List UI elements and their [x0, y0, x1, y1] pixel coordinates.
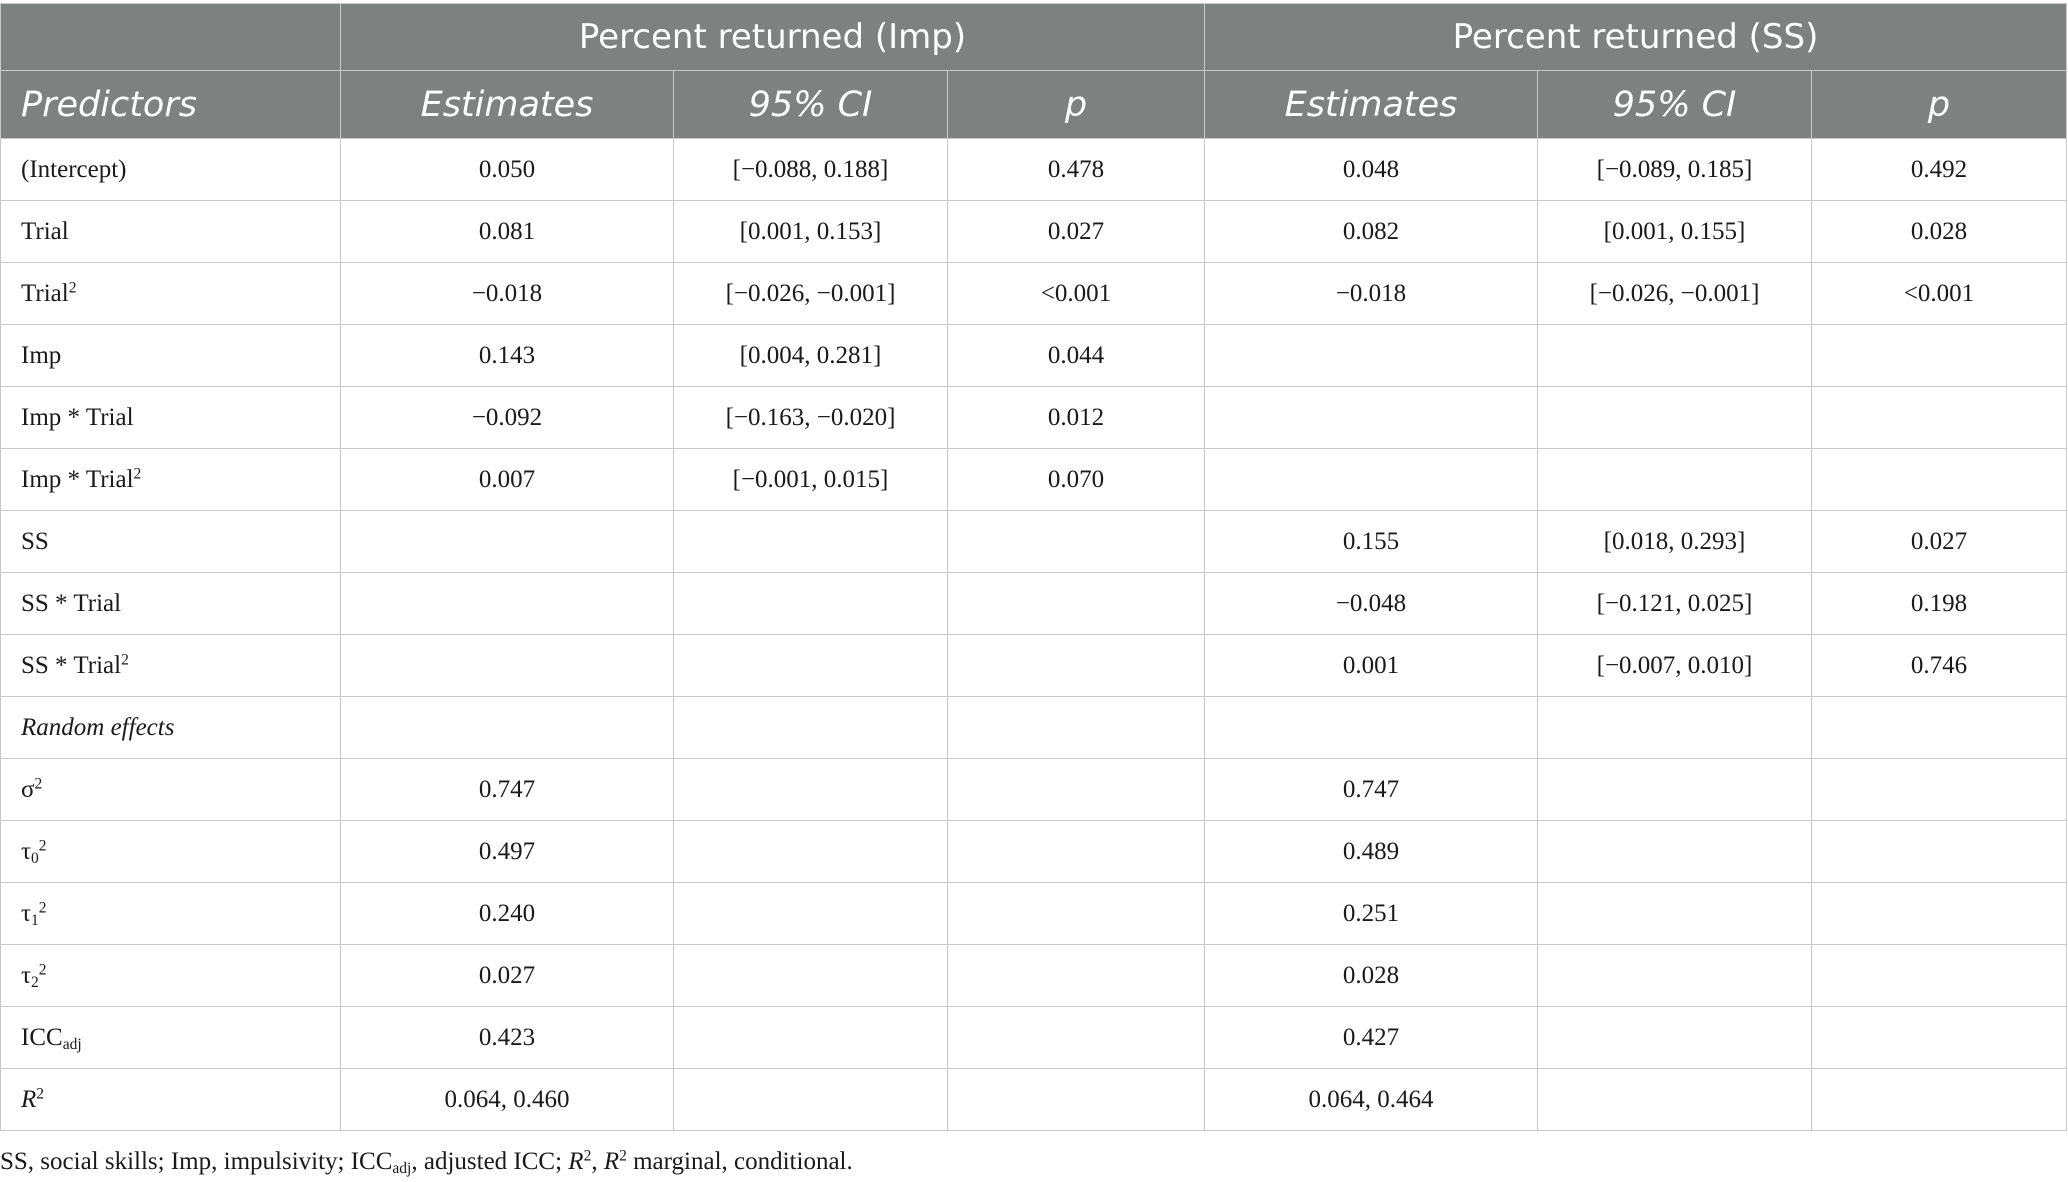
- ss-p: [1812, 1069, 2067, 1131]
- row-label: SS * Trial: [1, 573, 341, 635]
- header-blank-cell: [1, 4, 341, 71]
- row-label-text: R: [21, 1085, 37, 1113]
- ss-ci: [1538, 1069, 1812, 1131]
- row-label-text: τ: [21, 837, 32, 865]
- ss-ci: [0.001, 0.155]: [1538, 201, 1812, 263]
- ss-estimate: 0.028: [1205, 945, 1538, 1007]
- row-label: [1, 1069, 341, 1131]
- imp-estimate: 0.143: [341, 325, 674, 387]
- imp-ci: [674, 573, 948, 635]
- imp-ci: [−0.001, 0.015]: [674, 449, 948, 511]
- ss-ci: [1538, 387, 1812, 449]
- imp-estimate: 0.064, 0.460: [341, 1069, 674, 1131]
- ss-ci: [1538, 325, 1812, 387]
- footnote-r: R: [568, 1148, 584, 1175]
- group-header-row: [1, 4, 2067, 71]
- imp-estimate: 0.007: [341, 449, 674, 511]
- row-label: (Intercept): [1, 139, 341, 201]
- col-header-ss-ci: 95% CI: [1538, 71, 1812, 139]
- ss-estimate: 0.747: [1205, 759, 1538, 821]
- row-label-text: Trial: [21, 279, 69, 307]
- col-header-imp-estimates: Estimates: [341, 71, 674, 139]
- imp-ci: [674, 1007, 948, 1069]
- imp-estimate: 0.747: [341, 759, 674, 821]
- ss-estimate: 0.427: [1205, 1007, 1538, 1069]
- ss-p: [1812, 449, 2067, 511]
- imp-estimate: 0.423: [341, 1007, 674, 1069]
- imp-ci: [−0.088, 0.188]: [674, 139, 948, 201]
- imp-ci: [674, 945, 948, 1007]
- table-row-tau2-squared: [1, 945, 2067, 1007]
- ss-estimate: [1205, 325, 1538, 387]
- row-label-text: τ: [21, 961, 32, 989]
- ss-p: [1812, 1007, 2067, 1069]
- imp-ci: [674, 511, 948, 573]
- superscript: 2: [38, 960, 47, 978]
- ss-ci: [1538, 945, 1812, 1007]
- ss-estimate: −0.048: [1205, 573, 1538, 635]
- footnote-text-3: ,: [591, 1148, 604, 1175]
- ss-p: 0.198: [1812, 573, 2067, 635]
- imp-ci: [674, 821, 948, 883]
- imp-p: <0.001: [948, 263, 1205, 325]
- imp-estimate: −0.092: [341, 387, 674, 449]
- table-row-imp-trial: [1, 387, 2067, 449]
- column-header-row: [1, 71, 2067, 139]
- table-row-ss: [1, 511, 2067, 573]
- ss-p: [1812, 883, 2067, 945]
- table-row-ss-trial: [1, 573, 2067, 635]
- row-label: [1, 759, 341, 821]
- col-header-imp-ci: 95% CI: [674, 71, 948, 139]
- imp-p: 0.070: [948, 449, 1205, 511]
- imp-estimate: 0.050: [341, 139, 674, 201]
- row-label: Imp: [1, 325, 341, 387]
- ss-estimate: −0.018: [1205, 263, 1538, 325]
- ss-estimate: [1205, 449, 1538, 511]
- subscript: 1: [31, 911, 39, 929]
- imp-p: 0.044: [948, 325, 1205, 387]
- imp-estimate: 0.081: [341, 201, 674, 263]
- ss-p: 0.028: [1812, 201, 2067, 263]
- col-header-ss-estimates: Estimates: [1205, 71, 1538, 139]
- group-header-ss: Percent returned (SS): [1205, 4, 2067, 71]
- imp-p: 0.027: [948, 201, 1205, 263]
- footnote-text-1: SS, social skills; Imp, impulsivity; ICC: [0, 1148, 393, 1175]
- imp-p: [948, 883, 1205, 945]
- ss-estimate: 0.001: [1205, 635, 1538, 697]
- imp-p: [948, 759, 1205, 821]
- table-row-icc-adj: [1, 1007, 2067, 1069]
- ss-ci: [−0.121, 0.025]: [1538, 573, 1812, 635]
- col-header-ss-p: p: [1812, 71, 2067, 139]
- ss-ci: [1538, 449, 1812, 511]
- section-label-random-effects: Random effects: [1, 697, 341, 759]
- imp-estimate: 0.027: [341, 945, 674, 1007]
- empty-cell: [674, 697, 948, 759]
- ss-ci: [0.018, 0.293]: [1538, 511, 1812, 573]
- ss-p: [1812, 387, 2067, 449]
- ss-p: 0.746: [1812, 635, 2067, 697]
- ss-estimate: 0.251: [1205, 883, 1538, 945]
- row-label: Trial: [1, 201, 341, 263]
- empty-cell: [1205, 697, 1538, 759]
- table-row-random-effects: [1, 697, 2067, 759]
- imp-p: [948, 635, 1205, 697]
- imp-estimate: [341, 573, 674, 635]
- ss-ci: [1538, 821, 1812, 883]
- row-label-text: Imp * Trial: [21, 465, 134, 493]
- footnote-text-2: , adjusted ICC;: [411, 1148, 569, 1175]
- empty-cell: [341, 697, 674, 759]
- footnote-superscript-2: 2: [619, 1147, 627, 1165]
- superscript: 2: [38, 836, 47, 854]
- ss-ci: [1538, 759, 1812, 821]
- ss-estimate: 0.489: [1205, 821, 1538, 883]
- regression-results-table: [0, 3, 2067, 1131]
- row-label: [1, 635, 341, 697]
- superscript: 2: [133, 464, 142, 482]
- table-row-imp-trial-squared: [1, 449, 2067, 511]
- ss-ci: [1538, 1007, 1812, 1069]
- empty-cell: [1812, 697, 2067, 759]
- imp-p: [948, 511, 1205, 573]
- ss-p: [1812, 325, 2067, 387]
- empty-cell: [1538, 697, 1812, 759]
- empty-cell: [948, 697, 1205, 759]
- imp-ci: [674, 759, 948, 821]
- imp-ci: [0.004, 0.281]: [674, 325, 948, 387]
- ss-ci: [−0.089, 0.185]: [1538, 139, 1812, 201]
- superscript: 2: [121, 650, 129, 668]
- superscript: 2: [68, 278, 77, 296]
- table-row-trial: [1, 201, 2067, 263]
- imp-estimate: [341, 635, 674, 697]
- superscript: 2: [36, 1084, 45, 1102]
- ss-ci: [−0.026, −0.001]: [1538, 263, 1812, 325]
- imp-p: [948, 573, 1205, 635]
- footnote-subscript: adj: [392, 1159, 412, 1177]
- table-row-intercept: [1, 139, 2067, 201]
- row-label: [1, 821, 341, 883]
- ss-estimate: [1205, 387, 1538, 449]
- table-row-tau0-squared: [1, 821, 2067, 883]
- row-label: [1, 449, 341, 511]
- row-label: [1, 263, 341, 325]
- table-footnote: [0, 1148, 853, 1176]
- row-label: [1, 1007, 341, 1069]
- ss-p: 0.492: [1812, 139, 2067, 201]
- table-row-ss-trial-squared: [1, 635, 2067, 697]
- superscript: 2: [34, 774, 43, 792]
- footnote-superscript: 2: [583, 1147, 592, 1165]
- imp-ci: [0.001, 0.153]: [674, 201, 948, 263]
- subscript: adj: [62, 1035, 82, 1053]
- row-label-text: τ: [21, 899, 32, 927]
- superscript: 2: [38, 898, 47, 916]
- ss-p: 0.027: [1812, 511, 2067, 573]
- row-label: SS: [1, 511, 341, 573]
- row-label: Imp * Trial: [1, 387, 341, 449]
- row-label-text: SS * Trial: [21, 651, 122, 679]
- subscript: 0: [31, 849, 39, 867]
- footnote-text-4: marginal, conditional.: [626, 1148, 853, 1175]
- imp-ci: [674, 635, 948, 697]
- imp-ci: [674, 883, 948, 945]
- ss-estimate: 0.048: [1205, 139, 1538, 201]
- table-row-r-squared: [1, 1069, 2067, 1131]
- ss-estimate: 0.155: [1205, 511, 1538, 573]
- ss-ci: [−0.007, 0.010]: [1538, 635, 1812, 697]
- imp-p: [948, 945, 1205, 1007]
- ss-ci: [1538, 883, 1812, 945]
- row-label: [1, 883, 341, 945]
- imp-estimate: −0.018: [341, 263, 674, 325]
- table-row-sigma-squared: [1, 759, 2067, 821]
- ss-p: [1812, 945, 2067, 1007]
- imp-p: [948, 1069, 1205, 1131]
- ss-estimate: 0.064, 0.464: [1205, 1069, 1538, 1131]
- row-label-text: ICC: [21, 1023, 63, 1051]
- table-row-tau1-squared: [1, 883, 2067, 945]
- col-header-predictors: Predictors: [1, 71, 341, 139]
- group-header-imp: Percent returned (Imp): [341, 4, 1205, 71]
- imp-p: 0.478: [948, 139, 1205, 201]
- imp-ci: [674, 1069, 948, 1131]
- imp-ci: [−0.163, −0.020]: [674, 387, 948, 449]
- ss-p: [1812, 821, 2067, 883]
- table-row-imp: [1, 325, 2067, 387]
- ss-p: <0.001: [1812, 263, 2067, 325]
- table-row-trial-squared: [1, 263, 2067, 325]
- subscript: 2: [31, 973, 39, 991]
- imp-p: 0.012: [948, 387, 1205, 449]
- col-header-imp-p: p: [948, 71, 1205, 139]
- imp-estimate: 0.240: [341, 883, 674, 945]
- row-label-text: σ: [21, 775, 35, 803]
- row-label: [1, 945, 341, 1007]
- imp-p: [948, 821, 1205, 883]
- imp-ci: [−0.026, −0.001]: [674, 263, 948, 325]
- ss-estimate: 0.082: [1205, 201, 1538, 263]
- imp-estimate: 0.497: [341, 821, 674, 883]
- footnote-r-2: R: [603, 1148, 620, 1175]
- imp-estimate: [341, 511, 674, 573]
- imp-p: [948, 1007, 1205, 1069]
- ss-p: [1812, 759, 2067, 821]
